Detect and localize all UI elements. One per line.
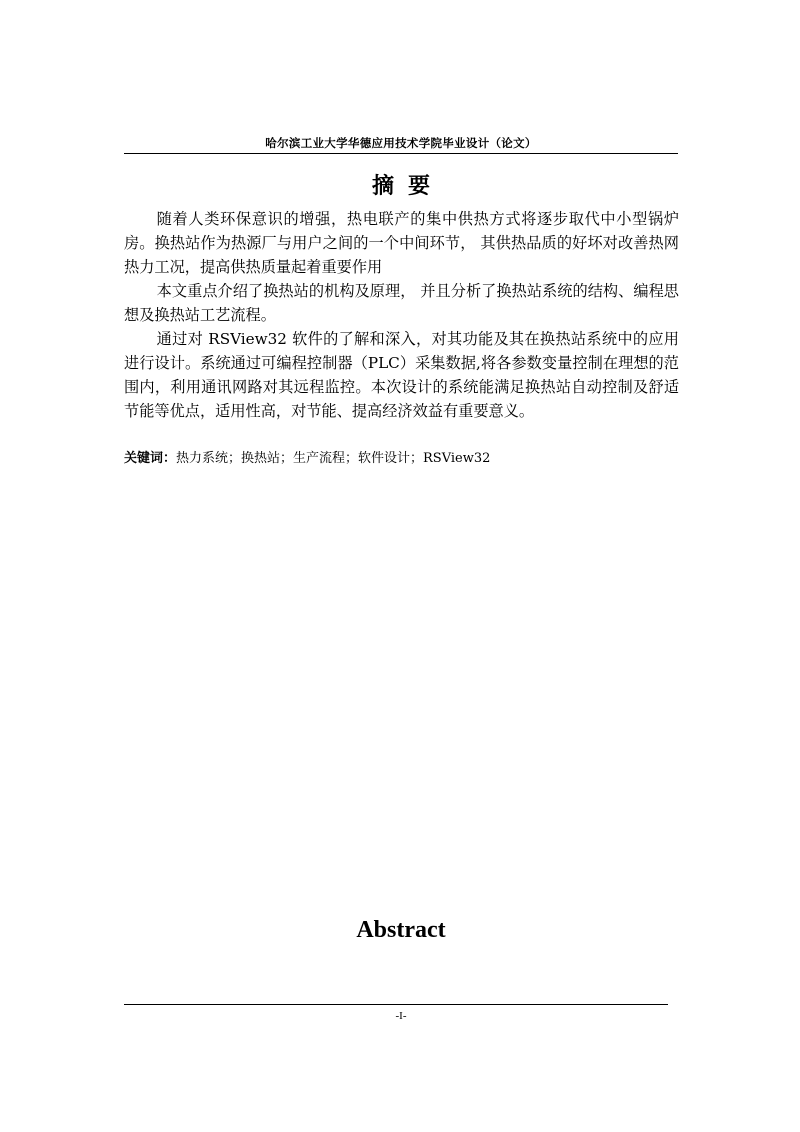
page-number: -I-: [395, 1010, 407, 1022]
keywords-label: 关键词：: [124, 451, 177, 466]
abstract-en-title: Abstract: [356, 917, 446, 943]
running-header: 哈尔滨工业大学华德应用技术学院毕业设计（论文）: [265, 136, 537, 150]
keywords-text: 热力系统；换热站；生产流程；软件设计；RSView32: [176, 451, 491, 466]
abstract-paragraph-3: 通过对 RSView32 软件的了解和深入，对其功能及其在换热站系统中的应用进行设计。系统通过可编程控制器（PLC）采集数据,将各参数变量控制在理想的范围内，利用通讯网路对其远程监控。本次设计的系统能满足换热站自动控制及舒适节能等优点，适用性高，对节能、提高经济效益有重要意义。: [124, 330, 679, 420]
abstract-cn-body: [124, 207, 679, 423]
abstract-paragraph-1: 随着人类环保意识的增强，热电联产的集中供热方式将逐步取代中小型锅炉房。换热站作为热源厂与用户之间的一个中间环节， 其供热品质的好坏对改善热网热力工况，提高供热质量起着重要作用: [124, 210, 679, 276]
footer-divider: [124, 1004, 668, 1005]
abstract-cn-title: 摘要: [371, 174, 444, 199]
keywords-line: [124, 450, 684, 468]
header-divider: [124, 153, 678, 154]
abstract-paragraph-2: 本文重点介绍了换热站的机构及原理， 并且分析了换热站系统的结构、编程思想及换热站工艺流程。: [124, 282, 679, 324]
